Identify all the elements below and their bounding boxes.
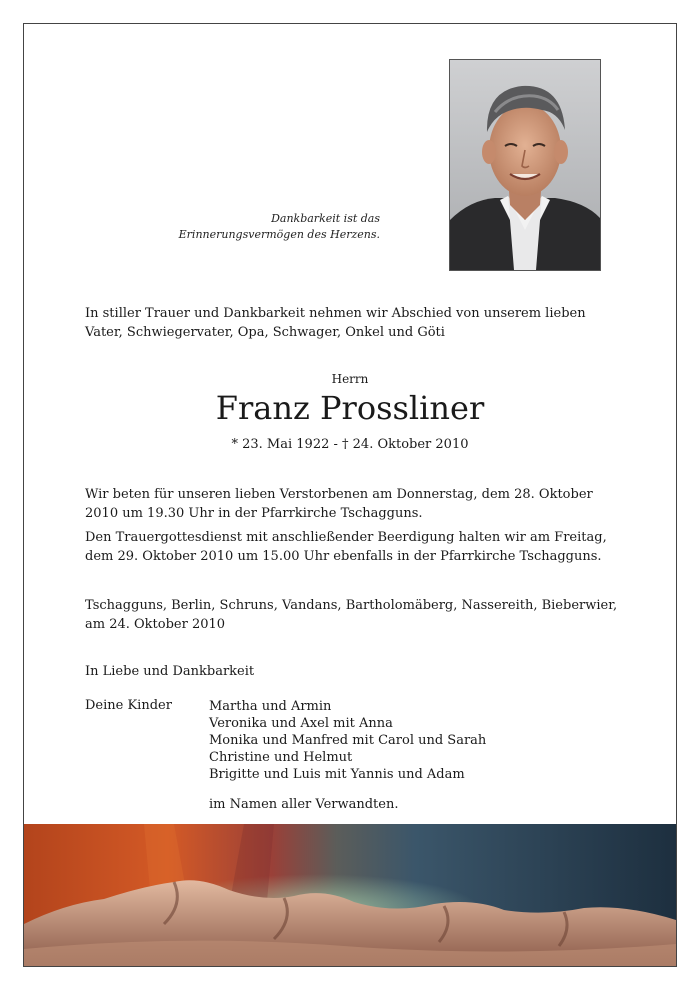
life-dates: * 23. Mai 1922 - † 24. Oktober 2010 — [231, 437, 469, 452]
deceased-name: Franz Prossliner — [215, 389, 485, 427]
portrait-photo — [449, 59, 601, 271]
salutation: Herrn — [331, 372, 369, 386]
child-entry: Brigitte und Luis mit Yannis und Adam — [209, 767, 465, 782]
quote — [179, 211, 380, 243]
obituary-card — [23, 23, 677, 967]
child-entry: Martha und Armin — [209, 699, 332, 714]
intro-text: In stiller Trauer und Dankbarkeit nehmen wir Abschied von unserem lieben Vater, Schwiegervater, Opa, Schwager, Onkel und Göti — [85, 306, 586, 340]
quote-line-1: Dankbarkeit ist das — [271, 212, 380, 225]
service-paragraph: Den Trauergottesdienst mit anschließender Beerdigung halten wir am Freitag, dem 29. Oktober 2010 um 15.00 Uhr ebenfalls in der Pfarrkirche Tschagguns. — [85, 530, 607, 564]
children-list — [209, 698, 486, 783]
prayer-paragraph: Wir beten für unseren lieben Verstorbenen am Donnerstag, dem 28. Oktober 2010 um 19.30 Uhr in der Pfarrkirche Tschagguns. — [85, 487, 593, 521]
family-line: im Namen aller Verwandten. — [209, 797, 399, 812]
child-entry: Monika und Manfred mit Carol und Sarah — [209, 733, 487, 748]
mountain-aurora-image — [24, 824, 676, 967]
closing-line: In Liebe und Dankbarkeit — [85, 664, 255, 679]
children-label: Deine Kinder — [85, 698, 172, 713]
places-paragraph: Tschagguns, Berlin, Schruns, Vandans, Bartholomäberg, Nassereith, Bieberwier, am 24. Oktober 2010 — [85, 598, 618, 632]
child-entry: Christine und Helmut — [209, 750, 353, 765]
quote-line-2: Erinnerungsvermögen des Herzens. — [178, 228, 380, 241]
child-entry: Veronika und Axel mit Anna — [209, 716, 393, 731]
